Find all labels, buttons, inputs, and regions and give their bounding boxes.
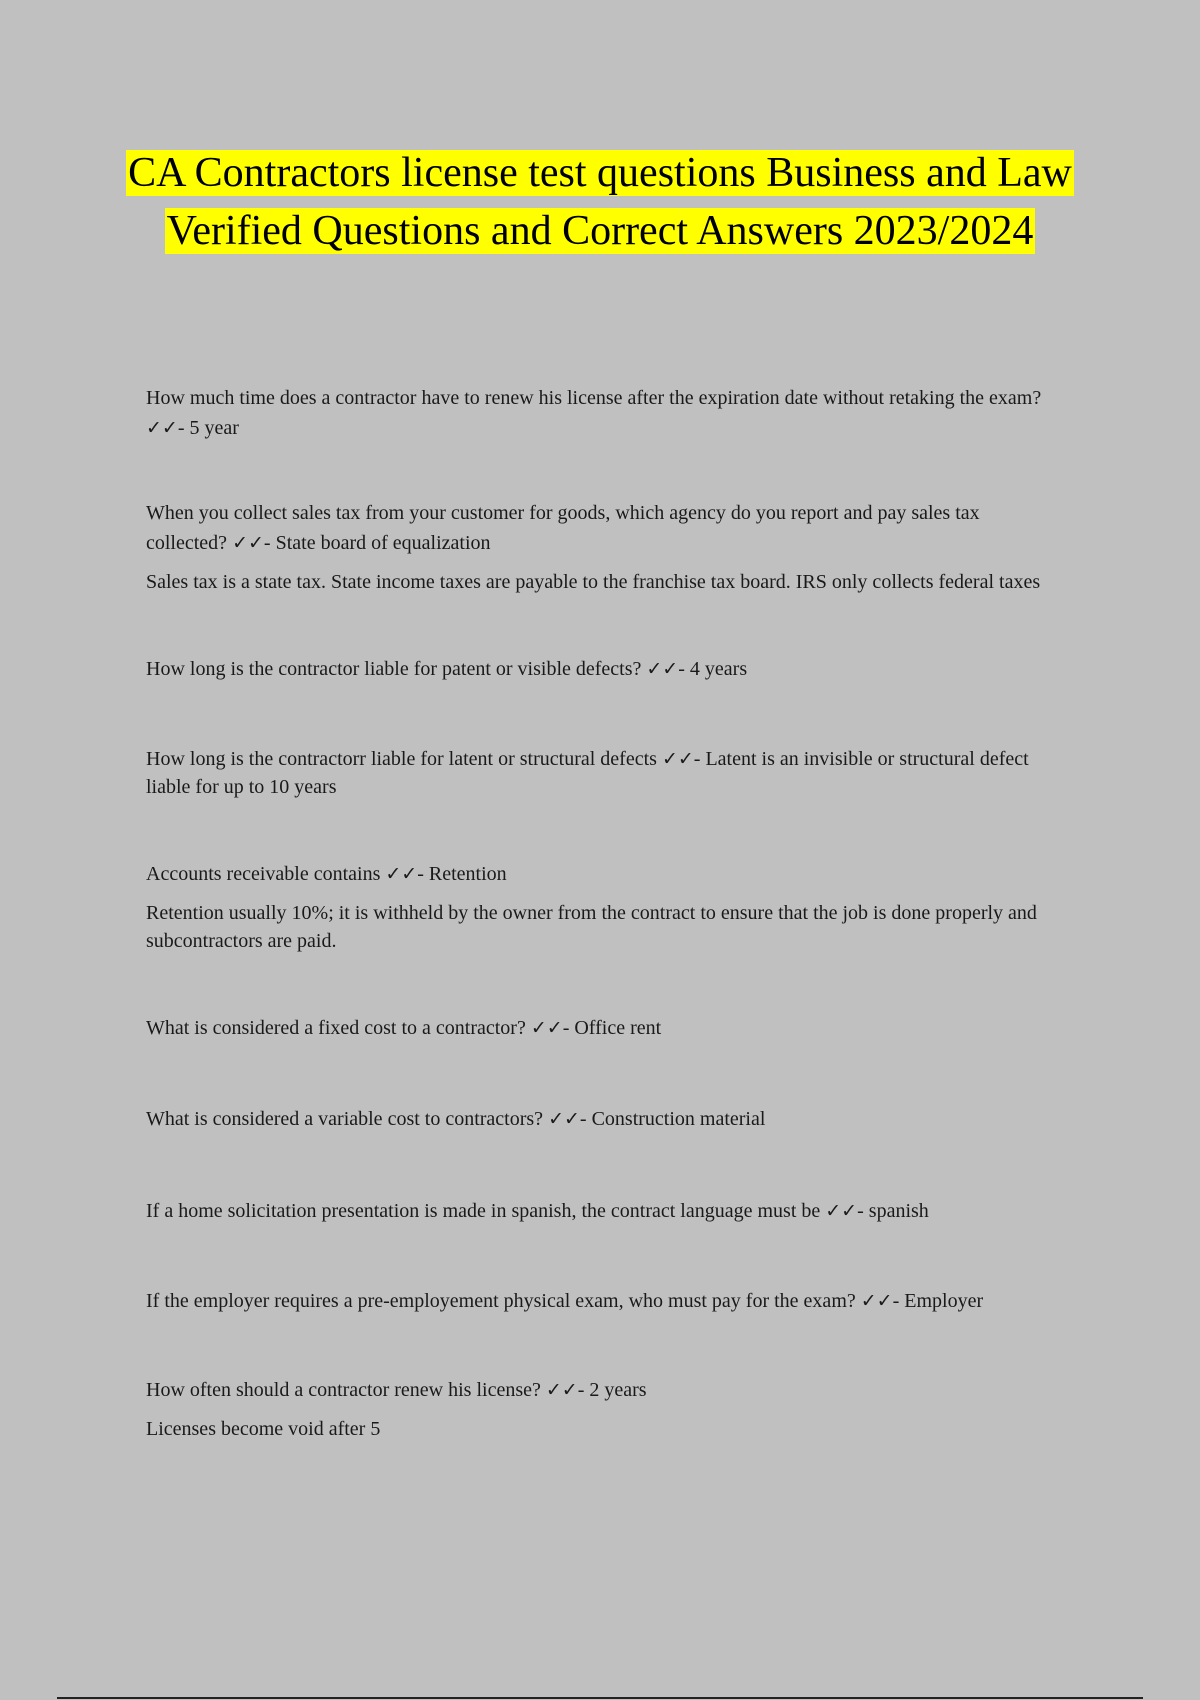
qa-item bbox=[146, 654, 1046, 684]
question-text: How long is the contractorr liable for latent or structural defects bbox=[146, 748, 657, 770]
qa-question-line: What is considered a fixed cost to a contractor? ✓✓- Office rent bbox=[146, 1017, 662, 1039]
question-text: Accounts receivable contains bbox=[146, 863, 381, 885]
qa-item bbox=[146, 859, 1046, 955]
document-title bbox=[120, 144, 1080, 260]
answer-text: Construction material bbox=[591, 1108, 766, 1130]
check-mark-icon: ✓✓ bbox=[545, 1379, 578, 1401]
question-text: How much time does a contractor have to renew his license after the expiration date without retaking the exam? bbox=[146, 387, 1042, 409]
check-mark-icon: ✓✓ bbox=[146, 417, 178, 439]
check-mark-icon: ✓✓ bbox=[860, 1290, 893, 1312]
qa-question-line: How long is the contractorr liable for latent or structural defects ✓✓- Latent is an invisible or structural defect liable for up to 10 years bbox=[146, 748, 1029, 798]
qa-question-line: When you collect sales tax from your customer for goods, which agency do you report and pay sales tax collected? ✓✓- State board of equalization bbox=[146, 502, 980, 554]
qa-item bbox=[146, 1375, 1046, 1443]
qa-item bbox=[146, 1287, 1046, 1315]
answer-text: Employer bbox=[904, 1290, 984, 1312]
answer-text: 2 years bbox=[589, 1379, 647, 1401]
qa-list bbox=[146, 383, 1046, 1443]
footer-divider bbox=[57, 1697, 1143, 1699]
qa-question-line: If the employer requires a pre-employement physical exam, who must pay for the exam? ✓✓- Employer bbox=[146, 1290, 984, 1312]
check-mark-icon: ✓✓ bbox=[232, 532, 264, 554]
qa-item bbox=[146, 1104, 1046, 1134]
check-mark-icon: ✓✓ bbox=[825, 1200, 858, 1222]
qa-question-line: How long is the contractor liable for patent or visible defects? ✓✓- 4 years bbox=[146, 658, 748, 680]
qa-item bbox=[146, 498, 1046, 596]
qa-question-line: If a home solicitation presentation is made in spanish, the contract language must be ✓✓- spanish bbox=[146, 1200, 929, 1222]
qa-item bbox=[146, 745, 1046, 801]
question-text: If the employer requires a pre-employement physical exam, who must pay for the exam? bbox=[146, 1290, 856, 1312]
qa-item bbox=[146, 383, 1046, 443]
answer-text: State board of equalization bbox=[275, 532, 491, 554]
question-text: How long is the contractor liable for patent or visible defects? bbox=[146, 658, 642, 680]
question-text: If a home solicitation presentation is made in spanish, the contract language must be bbox=[146, 1200, 821, 1222]
check-mark-icon: ✓✓ bbox=[646, 658, 679, 680]
document-title-text: CA Contractors license test questions Business and Law Verified Questions and Correct Answers 2023/2024 bbox=[128, 150, 1072, 254]
qa-question-line: How much time does a contractor have to renew his license after the expiration date without retaking the exam? ✓✓- 5 year bbox=[146, 387, 1042, 439]
question-text: How often should a contractor renew his license? bbox=[146, 1379, 541, 1401]
question-text: What is considered a variable cost to contractors? bbox=[146, 1108, 544, 1130]
qa-question-line: What is considered a variable cost to contractors? ✓✓- Construction material bbox=[146, 1108, 766, 1130]
answer-text: spanish bbox=[868, 1200, 929, 1222]
qa-note: Licenses become void after 5 bbox=[146, 1418, 381, 1440]
qa-item bbox=[146, 1013, 1046, 1043]
check-mark-icon: ✓✓ bbox=[548, 1108, 580, 1130]
check-mark-icon: ✓✓ bbox=[661, 748, 694, 770]
qa-question-line: Accounts receivable contains ✓✓- Retention bbox=[146, 863, 507, 885]
question-text: What is considered a fixed cost to a contractor? bbox=[146, 1017, 526, 1039]
question-text: When you collect sales tax from your customer for goods, which agency do you report and pay sales tax collected? bbox=[146, 502, 980, 554]
answer-text: 4 years bbox=[689, 658, 748, 680]
qa-note: Sales tax is a state tax. State income taxes are payable to the franchise tax board. IRS only collects federal taxes bbox=[146, 571, 1041, 593]
check-mark-icon: ✓✓ bbox=[530, 1017, 563, 1039]
answer-text: Retention bbox=[428, 863, 507, 885]
qa-question-line: How often should a contractor renew his license? ✓✓- 2 years bbox=[146, 1379, 647, 1401]
qa-note: Retention usually 10%; it is withheld by the owner from the contract to ensure that the job is done properly and subcontractors are paid. bbox=[146, 902, 1037, 952]
check-mark-icon: ✓✓ bbox=[385, 863, 418, 885]
answer-text: Latent is an invisible or structural defect liable for up to 10 years bbox=[146, 748, 1029, 798]
answer-text: Office rent bbox=[574, 1017, 662, 1039]
answer-text: 5 year bbox=[189, 417, 239, 439]
qa-item bbox=[146, 1196, 1046, 1226]
